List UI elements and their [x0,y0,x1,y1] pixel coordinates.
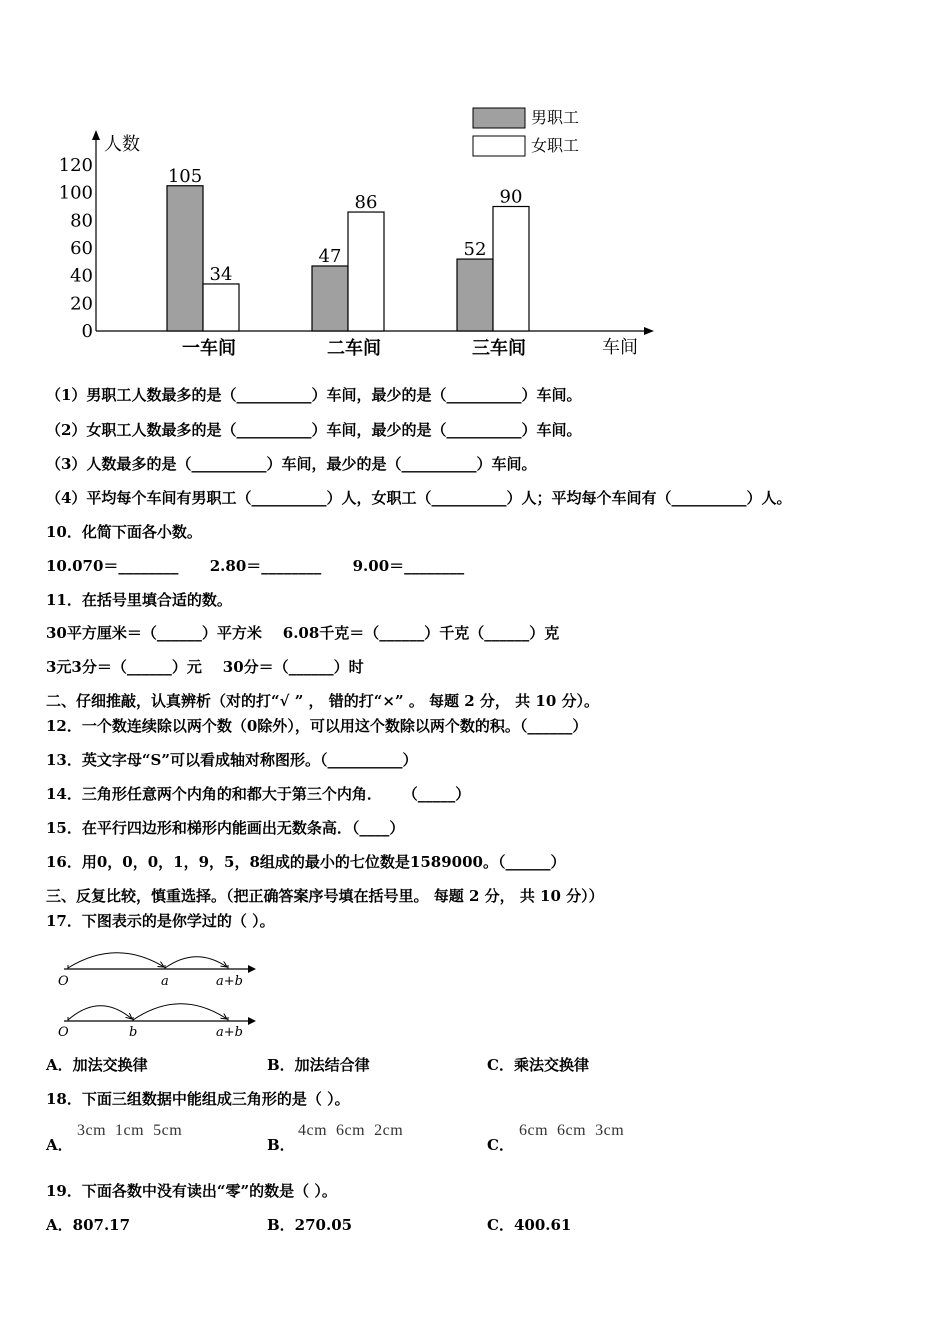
q19-option-c[interactable]: C．400.61 [487,1216,572,1234]
y-tick-label: 60 [70,238,93,259]
nl1-label-a: a [161,974,169,989]
q19-option-b[interactable]: B．270.05 [267,1216,353,1234]
section3-heading: 三、反复比较，慎重选择。（把正确答案序号填在括号里。 每题 2 分， 共 10 分）） [46,887,604,905]
q9-part1: （1）男职工人数最多的是（__________）车间，最少的是（__________）车间。 [46,386,582,404]
q18-option-b-label[interactable]: B． [267,1136,295,1154]
y-tick-label: 80 [70,210,93,232]
q9-part2: （2）女职工人数最多的是（__________）车间，最少的是（__________）车间。 [46,421,582,439]
bar-value-label: 47 [318,245,342,267]
y-tick-label: 120 [58,155,93,176]
q10-title: 10．化简下面各小数。 [46,523,202,541]
bar-value-label: 34 [209,263,233,285]
bar [167,186,203,331]
q12: 12．一个数连续除以两个数（0除外），可以用这个数除以两个数的积。（______） [46,717,588,735]
bar-chart [0,0,950,375]
y-tick-label: 40 [70,265,93,287]
q18-option-a-values: 3cm 1cm 5cm [77,1122,183,1139]
bar [457,259,493,331]
q17-option-a[interactable]: A．加法交换律 [46,1056,148,1074]
legend-label-male: 男职工 [531,108,580,127]
q11-line2: 3元3分＝（______）元 30分＝（______）时 [46,658,364,676]
q19-title: 19．下面各数中没有读出“零”的数是（ ）。 [46,1182,337,1200]
bar-value-label: 86 [354,192,378,214]
y-tick-label: 20 [70,293,93,315]
q16: 16．用0，0，0，1，9，5，8组成的最小的七位数是1589000。（______） [46,853,566,871]
legend-swatch-male [473,108,525,128]
nl1-label-ab: a+b [216,974,243,989]
legend-swatch-female [473,136,525,156]
x-tick-label: 三车间 [472,338,526,359]
q18-option-b-values: 4cm 6cm 2cm [298,1122,404,1139]
q18-title: 18．下面三组数据中能组成三角形的是（ ）。 [46,1090,350,1108]
y-axis-arrow [92,130,100,140]
legend-label-female: 女职工 [531,136,580,155]
q11-title: 11．在括号里填合适的数。 [46,591,232,609]
bar [312,266,348,331]
q18-option-c-values: 6cm 6cm 3cm [519,1122,625,1139]
q9-part4: （4）平均每个车间有男职工（__________）人，女职工（__________）人；平均每个车间有（__________）人。 [46,489,792,507]
x-axis-label: 车间 [602,337,638,358]
y-tick-label: 100 [58,182,93,204]
q15: 15．在平行四边形和梯形内能画出无数条高．（____） [46,819,405,837]
q17-option-c[interactable]: C．乘法交换律 [487,1056,589,1074]
nl2-label-ab: a+b [216,1025,243,1040]
number-line-2 [58,1004,256,1040]
q11-line1: 30平方厘米＝（______）平方米 6.08千克＝（______）千克（______）克 [46,624,560,642]
bar [348,212,384,331]
nl2-label-b: b [129,1025,138,1040]
x-axis-arrow [644,327,654,335]
bar-value-label: 90 [499,186,523,208]
q13: 13．英文字母“S”可以看成轴对称图形。（__________） [46,751,418,769]
number-line-1 [58,953,256,989]
q10-items: 10.070＝________ 2.80＝________ 9.00＝________ [46,557,465,575]
y-axis-label: 人数 [104,134,140,155]
x-tick-label: 一车间 [182,338,236,359]
section2-heading: 二、仔细推敲，认真辨析（对的打“√ ” ， 错的打“×” 。 每题 2 分， 共 10 分）。 [46,692,599,710]
y-tick-label: 0 [81,321,93,342]
chart-legend [473,108,579,156]
q18-option-c-label[interactable]: C． [487,1136,514,1154]
nl1-label-o: O [58,974,69,989]
bar-value-label: 105 [167,165,203,187]
bar [493,207,529,332]
q9-part3: （3）人数最多的是（__________）车间，最少的是（__________）车间。 [46,455,537,473]
q17-title: 17．下图表示的是你学过的（ ）。 [46,912,275,930]
bar [203,284,239,331]
bar-value-label: 52 [463,239,487,261]
q18-option-a-label[interactable]: A． [46,1136,73,1154]
x-tick-label: 二车间 [327,338,381,359]
nl2-label-o: O [58,1025,69,1040]
q19-option-a[interactable]: A．807.17 [46,1216,131,1234]
q14: 14．三角形任意两个内角的和都大于第三个内角． （_____） [46,785,471,803]
number-line-diagram [46,940,306,1040]
q17-option-b[interactable]: B．加法结合律 [267,1056,370,1074]
